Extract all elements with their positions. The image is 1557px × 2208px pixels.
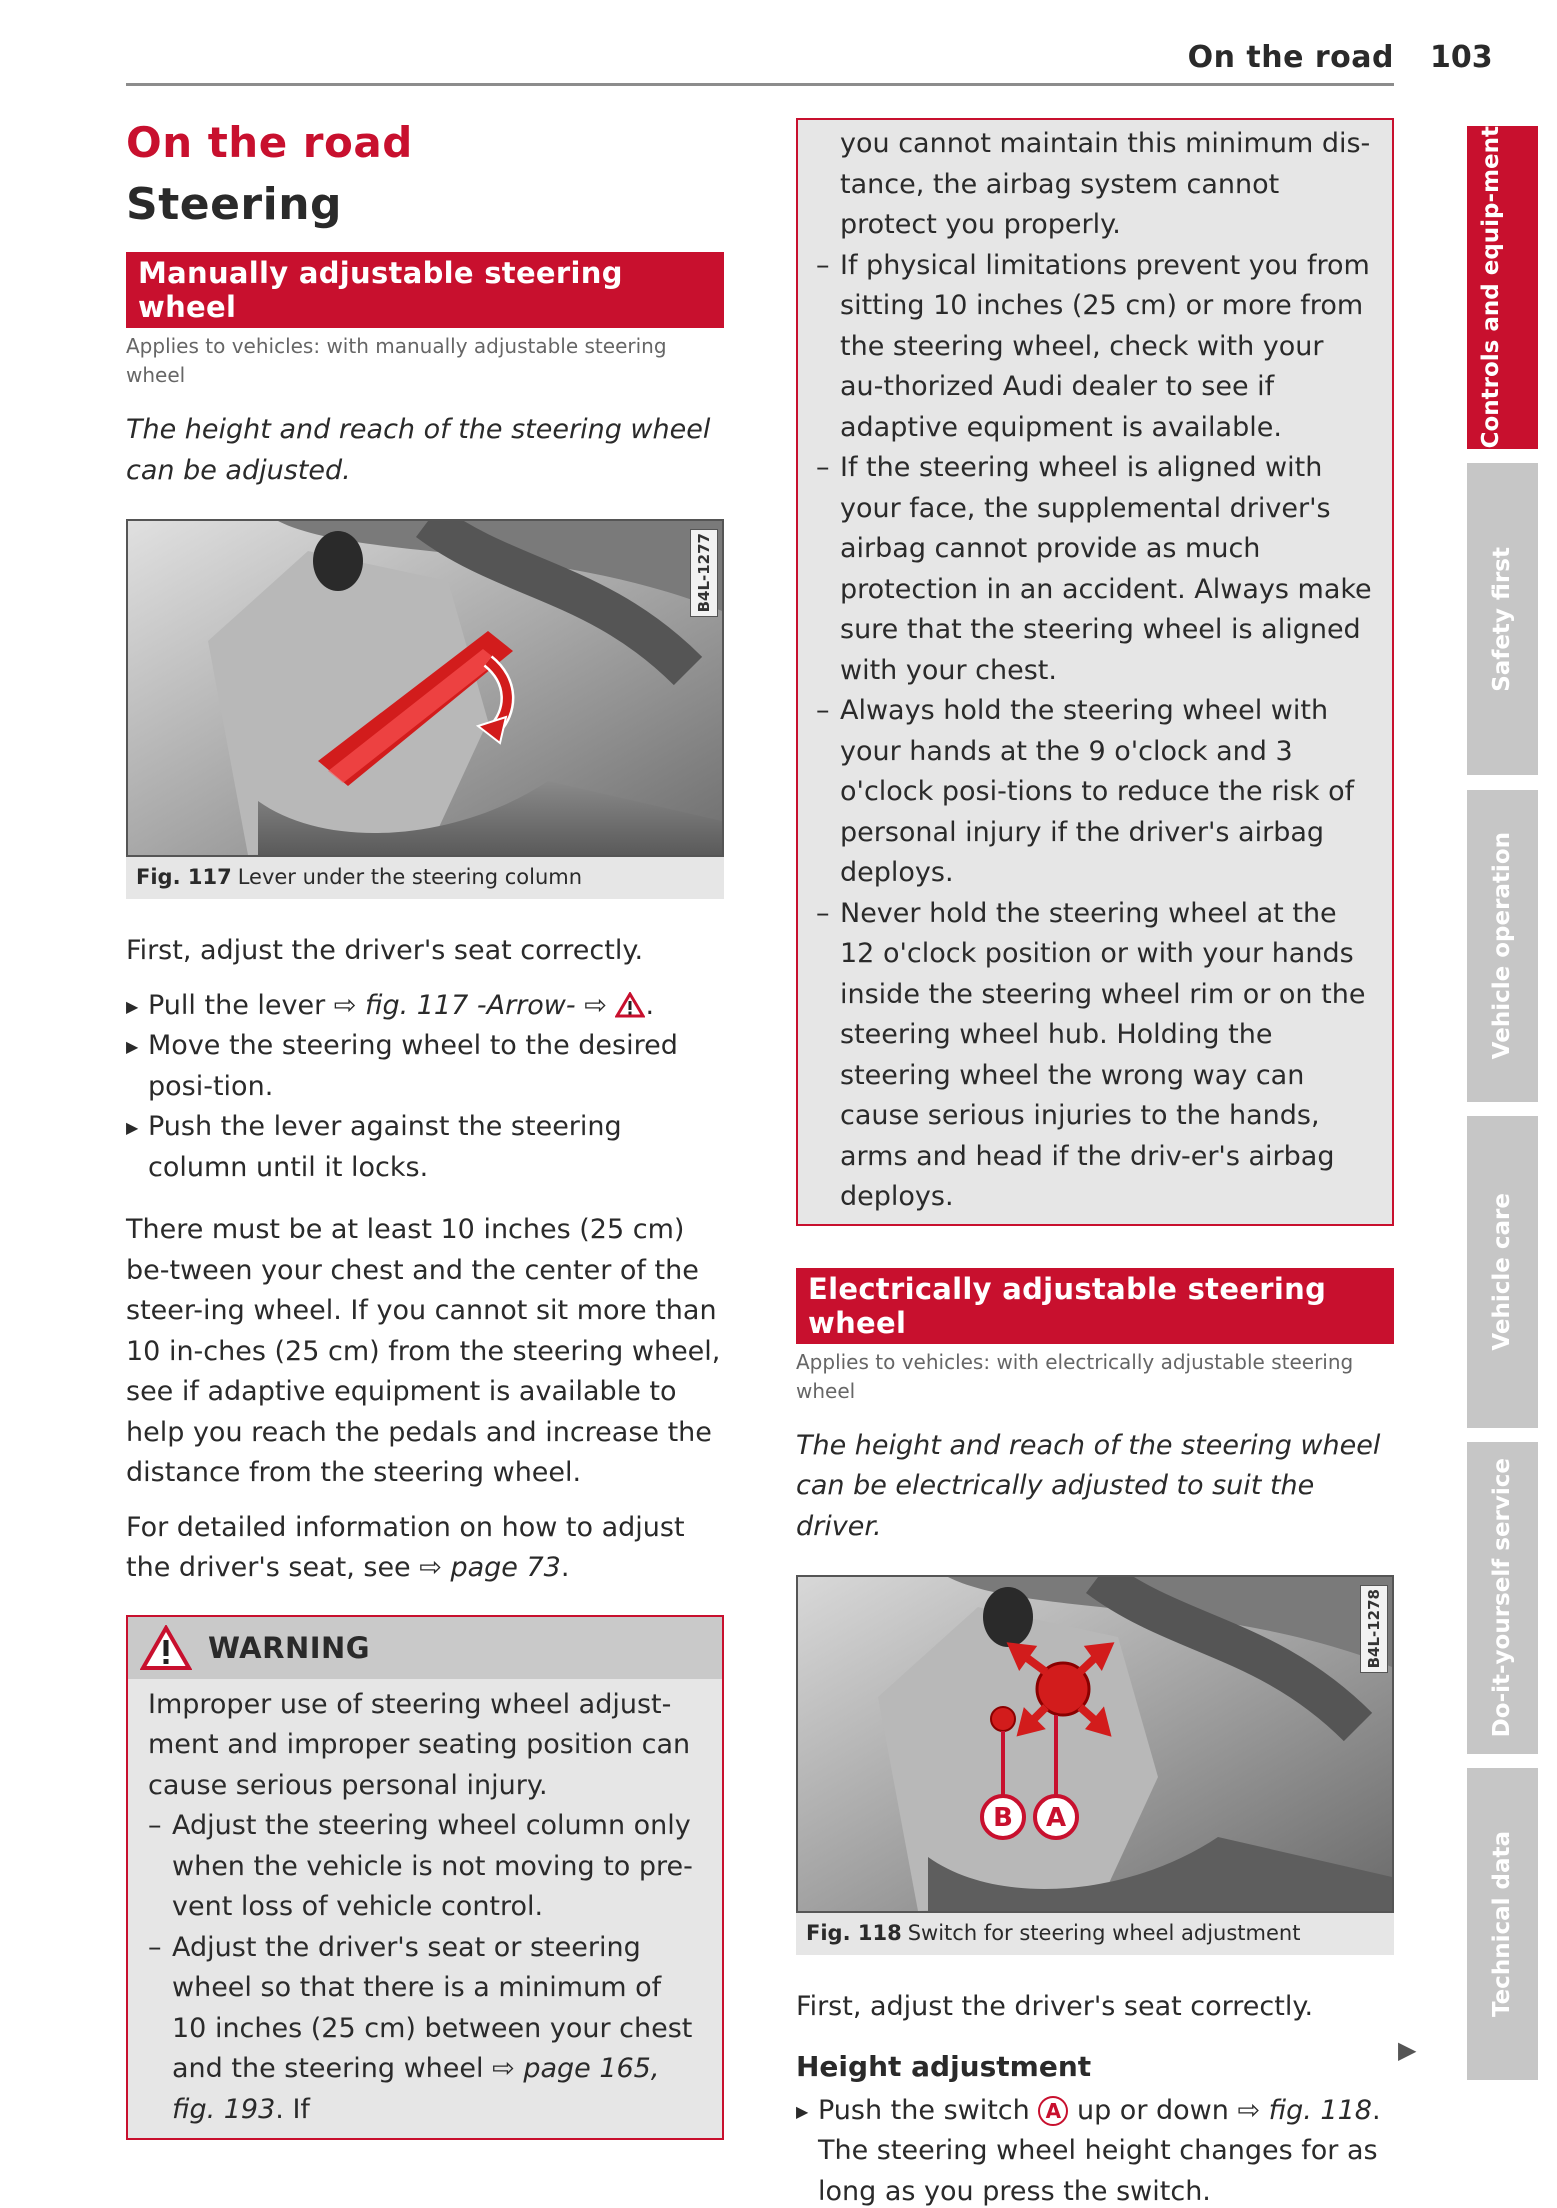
manual-steps-list [126,986,724,1189]
manual-first-step: First, adjust the driver's seat correctly. [126,935,644,966]
electric-first-step: First, adjust the driver's seat correctly. [796,1991,1314,2022]
warning-title: WARNING [208,1630,371,1665]
height-adjustment-subheading: Height adjustment [796,2049,1092,2083]
list-item [796,2091,1394,2208]
figure-117-image [126,519,724,857]
step-text: ⇨ [584,989,607,1021]
step-text: Push the lever against the steering column until it locks. [148,1111,622,1183]
list-item: – Adjust the driver's seat or steering wheel so that there is a minimum of 10 inches (25 cm) between your chest and the steering wheel ⇨ page 165, fig. 193. If [148,1931,693,2125]
figure-117 [126,519,724,899]
warning-body [128,1679,722,2139]
figure-reference-link[interactable]: fig. 117 -Arrow- [365,989,576,1021]
electric-steering-heading: Electrically adjustable steering wheel [796,1268,1394,1344]
step-text: Push the switch [818,2094,1030,2126]
manual-steering-heading: Manually adjustable steering wheel [126,252,724,328]
warning-header [128,1617,722,1679]
warning-lead: Improper use of steering wheel adjust-ment and improper seating position can cause serious personal injury. [148,1688,691,1801]
warning-continued-body [798,120,1392,1224]
step-text: Move the steering wheel to the desired posi-tion. [148,1030,678,1102]
tab-technical-data[interactable] [1467,1768,1538,2080]
figure-code: B4L-1277 [695,533,713,613]
warning-item-text: Adjust the driver's seat or steering wheel so that there is a minimum of 10 inches (25 cm) between your chest and the steering wheel ⇨ [172,1931,693,2084]
manual-intro: The height and reach of the steering wheel can be adjusted. [126,414,711,486]
figure-code: B4L-1278 [1365,1589,1383,1669]
electric-intro: The height and reach of the steering wheel can be electrically adjusted to suit the driver. [796,1429,1381,1542]
manual-applies-note: Applies to vehicles: with manually adjustable steering wheel [126,334,667,387]
tab-vehicle-operation[interactable] [1467,790,1538,1102]
paragraph-text: . [560,1552,570,1583]
list-item: – Adjust the steering wheel column only when the vehicle is not moving to pre-vent loss of vehicle control. [148,1806,704,1928]
figure-117-caption [126,857,724,899]
step-text: up or down ⇨ [1076,2094,1261,2126]
list-item [126,1026,724,1107]
warning-box [126,1615,724,2141]
step-text: . The steering wheel height changes for as long as you press the switch. [818,2094,1381,2207]
callout-label-b: B [993,1803,1013,1833]
switch-a-symbol: A [1038,2096,1068,2126]
chapter-title: On the road [126,118,413,167]
electric-steps-list [796,2091,1394,2208]
warning-item-text: Adjust the steering wheel column only when the vehicle is not moving to pre-vent loss of vehicle control. [172,1810,693,1922]
callout-label-a: A [1045,1803,1067,1833]
list-item: – If the steering wheel is aligned with your face, the supplemental driver's airbag cannot provide as much protection in an accident. Always make sure that the steering wheel is aligned with your chest. [816,448,1374,691]
figure-number: Fig. 117 [136,865,232,889]
warning-item-text: Never hold the steering wheel at the 12 o'clock position or with your hands inside the steering wheel rim or on the steering wheel hub. Holding the steering wheel the wrong way can cause serious injuries to the hands, arms and head if the driv-er's airbag deploys. [840,897,1366,1212]
left-column [126,118,724,2140]
tab-safety-first[interactable] [1467,463,1538,775]
warning-box-continued [796,118,1394,1226]
figure-reference-link[interactable]: fig. 118 [1268,2094,1372,2126]
figure-code-box [690,529,718,617]
warning-item-text: If physical limitations prevent you from sitting 10 inches (25 cm) or more from the steering wheel, check with your au-thorized Audi dealer to see if adaptive equipment is available. [840,249,1370,443]
header-divider [126,83,1394,86]
steering-switch-illustration [798,1577,1392,1911]
figure-number: Fig. 118 [806,1921,902,1945]
bullet-triangle-icon: ▶ [126,996,139,1016]
warning-item-text: If the steering wheel is aligned with your face, the supplemental driver's airbag cannot provide as much protection in an accident. Always make sure that the steering wheel is aligned with your chest. [840,452,1372,686]
page-number: 103 [1430,40,1493,75]
figure-118-image [796,1575,1394,1913]
page-reference-link[interactable]: page 165, fig. 193 [172,2053,660,2125]
figure-code-box [1360,1585,1388,1673]
warning-triangle-icon [140,1625,192,1671]
figure-caption-text: Switch for steering wheel adjustment [907,1921,1301,1945]
list-item: ▶ Pull the lever ⇨ fig. 117 -Arrow- ⇨ . [126,986,724,1027]
section-title: Steering [126,179,343,230]
figure-caption-text: Lever under the steering column [237,865,583,889]
warning-item-text: . If [275,2093,310,2125]
list-item [126,1107,724,1188]
list-item: – Never hold the steering wheel at the 12 o'clock position or with your hands inside the steering wheel rim or on the steering wheel hub. Holding the steering wheel the wrong way can cause serious injuries to the hands, arms and head if the driv-er's airbag deploys. [816,894,1374,1218]
tab-do-it-yourself-service[interactable] [1467,1442,1538,1754]
warning-continued-lead: you cannot maintain this minimum dis-tance, the airbag system cannot protect you properly. [840,128,1371,240]
list-item: – If physical limitations prevent you from sitting 10 inches (25 cm) or more from the steering wheel, check with your au-thorized Audi dealer to see if adaptive equipment is available. [816,246,1374,449]
distance-paragraph: There must be at least 10 inches (25 cm) be-tween your chest and the center of the steer-ing wheel. If you cannot sit more than 10 in-ches (25 cm) from the steering wheel, see if adaptive equipment is available to help you reach the pedals and increase the distance from the steering wheel. [126,1214,721,1488]
figure-118 [796,1575,1394,1955]
warning-triangle-icon[interactable] [615,992,645,1018]
tab-label: Safety first [1489,546,1516,692]
tab-label: Vehicle operation [1489,832,1516,1060]
seat-reference-paragraph [126,1508,724,1589]
bullet-triangle-icon: ▶ [126,1118,139,1137]
paragraph-text: For detailed information on how to adjust the driver's seat, see ⇨ [126,1511,685,1583]
tab-label: Do-it-yourself service [1489,1458,1516,1738]
page-reference-link[interactable]: page 73 [450,1552,561,1583]
running-header-section: On the road [1187,40,1394,75]
bullet-triangle-icon: ▶ [126,1037,139,1056]
steering-lever-illustration [128,521,722,855]
list-item: – Always hold the steering wheel with your hands at the 9 o'clock and 3 o'clock posi-tions to reduce the risk of personal injury if the driver's airbag deploys. [816,691,1374,894]
electric-applies-note: Applies to vehicles: with electrically adjustable steering wheel [796,1349,1354,1403]
continued-arrow-icon: ▶ [1398,2036,1417,2064]
bullet-triangle-icon: ▶ [796,2101,809,2121]
tab-label: Vehicle care [1489,1193,1516,1351]
right-column [796,118,1394,2208]
tab-label: Controls and equip-ment [1477,126,1504,449]
tab-label: Technical data [1489,1830,1516,2018]
tab-vehicle-care[interactable] [1467,1116,1538,1428]
figure-118-caption [796,1913,1394,1955]
tab-controls-and-equipment[interactable] [1467,126,1538,449]
step-text: Pull the lever ⇨ [148,989,357,1021]
warning-item-text: Always hold the steering wheel with your hands at the 9 o'clock and 3 o'clock posi-tions to reduce the risk of personal injury if the driver's airbag deploys. [840,695,1355,888]
